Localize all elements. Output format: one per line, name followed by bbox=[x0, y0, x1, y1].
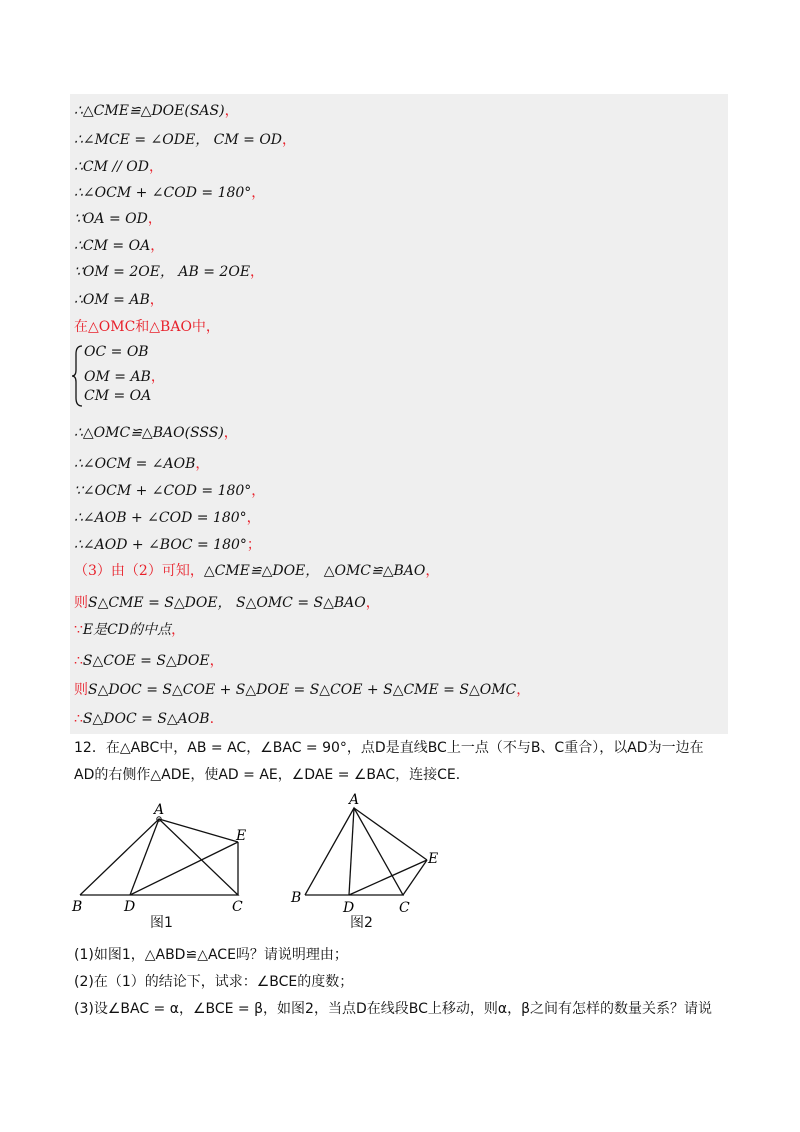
system-row-2: OM = AB， bbox=[84, 369, 165, 385]
solution-line bbox=[74, 184, 265, 202]
fig2-label-e: E bbox=[428, 851, 439, 867]
solution-line bbox=[74, 594, 380, 612]
solution-line-text: E是CD的中点 bbox=[82, 622, 172, 638]
figure-1-caption: 图1 bbox=[150, 915, 173, 931]
solution-line-text: ∴△OMC≌△BAO(SSS) bbox=[74, 425, 224, 441]
solution-line-tail: ， bbox=[223, 425, 238, 441]
fig1-label-d: D bbox=[124, 899, 136, 915]
fig2-label-d: D bbox=[343, 900, 355, 916]
solution-line-text: ∵∠OCM + ∠COD = 180° bbox=[74, 483, 252, 499]
fig1-label-b: B bbox=[72, 899, 83, 915]
solution-line-tail: ， bbox=[224, 103, 239, 119]
solution-line bbox=[74, 131, 296, 149]
solution-line-text: ∵OA = OD bbox=[74, 211, 148, 227]
solution-line bbox=[74, 158, 163, 176]
fig2-label-b: B bbox=[291, 890, 302, 906]
solution-line bbox=[74, 562, 439, 580]
solution-line-tail: ， bbox=[251, 483, 266, 499]
fig1-label-e: E bbox=[236, 828, 247, 844]
equation-system bbox=[72, 344, 172, 408]
question-12-part-2: (2)在（1）的结论下，试求：∠BCE的度数； bbox=[74, 974, 354, 990]
solution-line-text: ∴OM = AB bbox=[74, 292, 150, 308]
solution-line-prefix: ∴ bbox=[74, 711, 83, 727]
solution-line bbox=[74, 424, 238, 442]
fig1-label-c: C bbox=[232, 899, 243, 915]
solution-line-tail: ， bbox=[209, 653, 224, 669]
solution-line-tail: ， bbox=[425, 563, 440, 579]
solution-line-text: S△DOC = S△COE + S△DOE = S△COE + S△CME = S△OMC bbox=[88, 682, 517, 698]
solution-line bbox=[74, 210, 162, 228]
solution-line bbox=[74, 102, 239, 120]
solution-line bbox=[74, 237, 164, 255]
system-row-3: CM = OA bbox=[84, 388, 152, 404]
solution-line-text: ∴CM = OA bbox=[74, 238, 151, 254]
solution-line bbox=[74, 455, 209, 473]
fig2-segment-ad bbox=[349, 808, 354, 895]
solution-line bbox=[74, 710, 214, 728]
system-row-1: OC = OB bbox=[84, 344, 149, 360]
solution-line-prefix: （3）由（2）可知， bbox=[74, 563, 204, 579]
solution-line bbox=[74, 621, 185, 639]
solution-line-text: ∴∠OCM = ∠AOB bbox=[74, 456, 196, 472]
solution-line-prefix: ∴ bbox=[74, 653, 83, 669]
fig2-triangle-abc bbox=[305, 808, 403, 895]
solution-line-tail: ， bbox=[246, 510, 261, 526]
solution-line bbox=[74, 509, 261, 527]
solution-line-text: 在△OMC和△BAO中， bbox=[74, 319, 220, 335]
solution-line bbox=[74, 291, 164, 309]
solution-line-prefix: ∵ bbox=[74, 622, 83, 638]
solution-line-tail: . bbox=[209, 711, 215, 727]
solution-line bbox=[74, 318, 220, 336]
solution-line bbox=[74, 681, 530, 699]
solution-line-text: ∴CM // OD bbox=[74, 159, 149, 175]
solution-line-text: ∴△CME≌△DOE(SAS) bbox=[74, 103, 225, 119]
figure-2-caption: 图2 bbox=[350, 915, 373, 931]
figure-2 bbox=[285, 790, 455, 920]
solution-line-text: ∴∠MCE = ∠ODE， CM = OD bbox=[74, 132, 283, 148]
solution-line bbox=[74, 482, 265, 500]
solution-line-tail: ， bbox=[150, 238, 165, 254]
solution-line bbox=[74, 263, 264, 281]
fig2-label-c: C bbox=[399, 900, 410, 916]
solution-line-tail: ， bbox=[149, 159, 163, 175]
question-12-part-1: (1)如图1，△ABD≌△ACE吗？请说明理由； bbox=[74, 947, 348, 963]
solution-line-text: △CME≌△DOE， △OMC≌△BAO bbox=[203, 563, 426, 579]
solution-line-tail: ， bbox=[282, 132, 297, 148]
question-12-line-2: AD的右侧作△ADE，使AD = AE，∠DAE = ∠BAC，连接CE． bbox=[74, 767, 470, 783]
solution-line-text: S△DOC = S△AOB bbox=[82, 711, 210, 727]
question-12-part-3: (3)设∠BAC = α，∠BCE = β，如图2，当点D在线段BC上移动，则α，β之间有怎样的数量关系？请说 bbox=[74, 1001, 713, 1017]
fig2-label-a: A bbox=[349, 792, 360, 808]
solution-line-tail: ， bbox=[251, 185, 266, 201]
fig1-triangle-abc bbox=[80, 819, 238, 895]
solution-line-text: ∴∠AOB + ∠COD = 180° bbox=[74, 510, 247, 526]
solution-line-prefix: 则 bbox=[74, 682, 88, 698]
figure-1 bbox=[70, 800, 260, 930]
solution-line-text: ∵OM = 2OE， AB = 2OE bbox=[74, 264, 251, 280]
fig1-segment-de bbox=[130, 842, 238, 895]
fig1-label-a: A bbox=[154, 802, 165, 818]
solution-line-text: S△CME = S△DOE， S△OMC = S△BAO bbox=[88, 595, 366, 611]
solution-line-tail: ， bbox=[147, 211, 162, 227]
solution-line-text: ∴∠OCM + ∠COD = 180° bbox=[74, 185, 252, 201]
solution-line-tail: ， bbox=[516, 682, 531, 698]
solution-line bbox=[74, 652, 224, 670]
solution-line-tail: ， bbox=[365, 595, 380, 611]
fig2-segment-ae bbox=[354, 808, 427, 860]
solution-line-tail: ， bbox=[171, 622, 186, 638]
solution-line-tail: ； bbox=[246, 537, 261, 553]
solution-line bbox=[74, 536, 261, 554]
solution-line-text: S△COE = S△DOE bbox=[82, 653, 210, 669]
solution-line-tail: ， bbox=[195, 456, 210, 472]
solution-line-prefix: 则 bbox=[74, 595, 88, 611]
question-12-line-1: 12．在△ABC中，AB = AC，∠BAC = 90°，点D是直线BC上一点（不与B、C重合），以AD为一边在 bbox=[74, 740, 704, 756]
solution-line-text: ∴∠AOD + ∠BOC = 180° bbox=[74, 537, 247, 553]
solution-line-tail: ， bbox=[149, 292, 164, 308]
solution-line-tail: ， bbox=[250, 264, 265, 280]
